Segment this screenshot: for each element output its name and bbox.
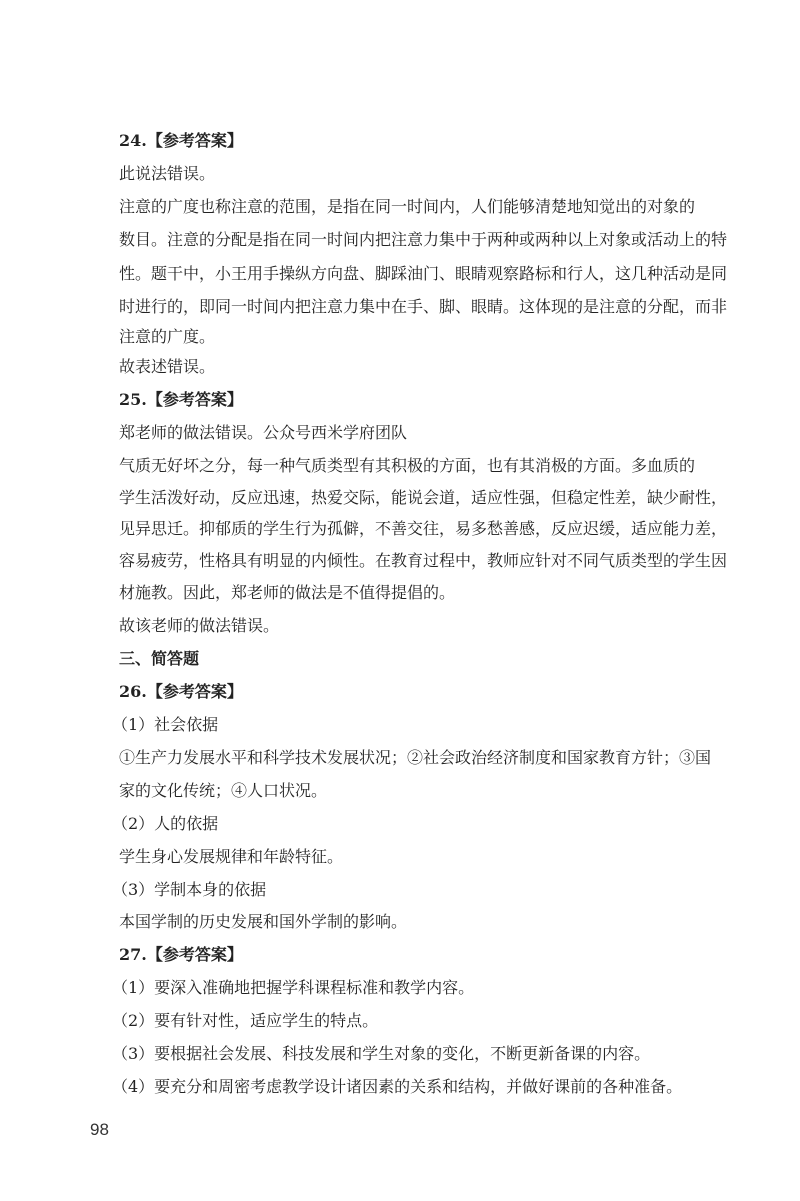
q25-paragraph-line: 学生活泼好动，反应迅速，热爱交际，能说会道，适应性强，但稳定性差，缺少耐性， — [119, 488, 728, 507]
q25-paragraph-line: 见异思迁。抑郁质的学生行为孤僻，不善交往，易多愁善感，反应迟缓，适应能力差， — [119, 519, 728, 538]
q26-point-title: （1）社会依据 — [112, 715, 219, 734]
q24-conclusion: 此说法错误。 — [119, 164, 216, 183]
q24-paragraph-line: 注意的广度也称注意的范围，是指在同一时间内，人们能够清楚地知觉出的对象的 — [119, 197, 696, 216]
q26-point-title: （3）学制本身的依据 — [112, 880, 267, 899]
section-title: 三、简答题 — [119, 649, 200, 668]
q25-heading: 25.【参考答案】 — [119, 390, 243, 409]
q26-point-text: ①生产力发展水平和科学技术发展状况；②社会政治经济制度和国家教育方针；③国 — [119, 748, 712, 767]
q26-point-text: 学生身心发展规律和年龄特征。 — [119, 847, 344, 866]
q26-heading: 26.【参考答案】 — [119, 682, 243, 701]
q27-heading: 27.【参考答案】 — [119, 945, 243, 964]
q24-paragraph-line: 注意的广度。 — [119, 327, 216, 346]
q26-point-text: 本国学制的历史发展和国外学制的影响。 — [119, 912, 408, 931]
q24-paragraph-line: 时进行的，即同一时间内把注意力集中在手、脚、眼睛。这体现的是注意的分配，而非 — [119, 297, 728, 316]
q25-paragraph-line: 材施教。因此，郑老师的做法是不值得提倡的。 — [119, 583, 456, 602]
q26-point-text: 家的文化传统；④人口状况。 — [119, 781, 328, 800]
q25-paragraph-line: 气质无好坏之分，每一种气质类型有其积极的方面，也有其消极的方面。多血质的 — [119, 456, 696, 475]
q25-conclusion: 郑老师的做法错误。公众号西米学府团队 — [119, 423, 408, 442]
page-number: 98 — [90, 1120, 109, 1139]
q24-paragraph-line: 性。题干中，小王用手操纵方向盘、脚踩油门、眼睛观察路标和行人，这几种活动是同 — [119, 264, 728, 283]
q24-heading: 24.【参考答案】 — [119, 131, 243, 150]
q24-final: 故表述错误。 — [119, 357, 216, 376]
q25-final: 故该老师的做法错误。 — [119, 616, 280, 635]
q27-point: （4）要充分和周密考虑教学设计诸因素的关系和结构，并做好课前的各种准备。 — [112, 1077, 683, 1096]
q25-paragraph-line: 容易疲劳，性格具有明显的内倾性。在教育过程中，教师应针对不同气质类型的学生因 — [119, 551, 728, 570]
q27-point: （1）要深入准确地把握学科课程标准和教学内容。 — [112, 978, 475, 997]
q24-paragraph-line: 数目。注意的分配是指在同一时间内把注意力集中于两种或两种以上对象或活动上的特 — [119, 230, 728, 249]
q27-point: （3）要根据社会发展、科技发展和学生对象的变化，不断更新备课的内容。 — [112, 1044, 651, 1063]
q26-point-title: （2）人的依据 — [112, 814, 219, 833]
q27-point: （2）要有针对性，适应学生的特点。 — [112, 1011, 379, 1030]
